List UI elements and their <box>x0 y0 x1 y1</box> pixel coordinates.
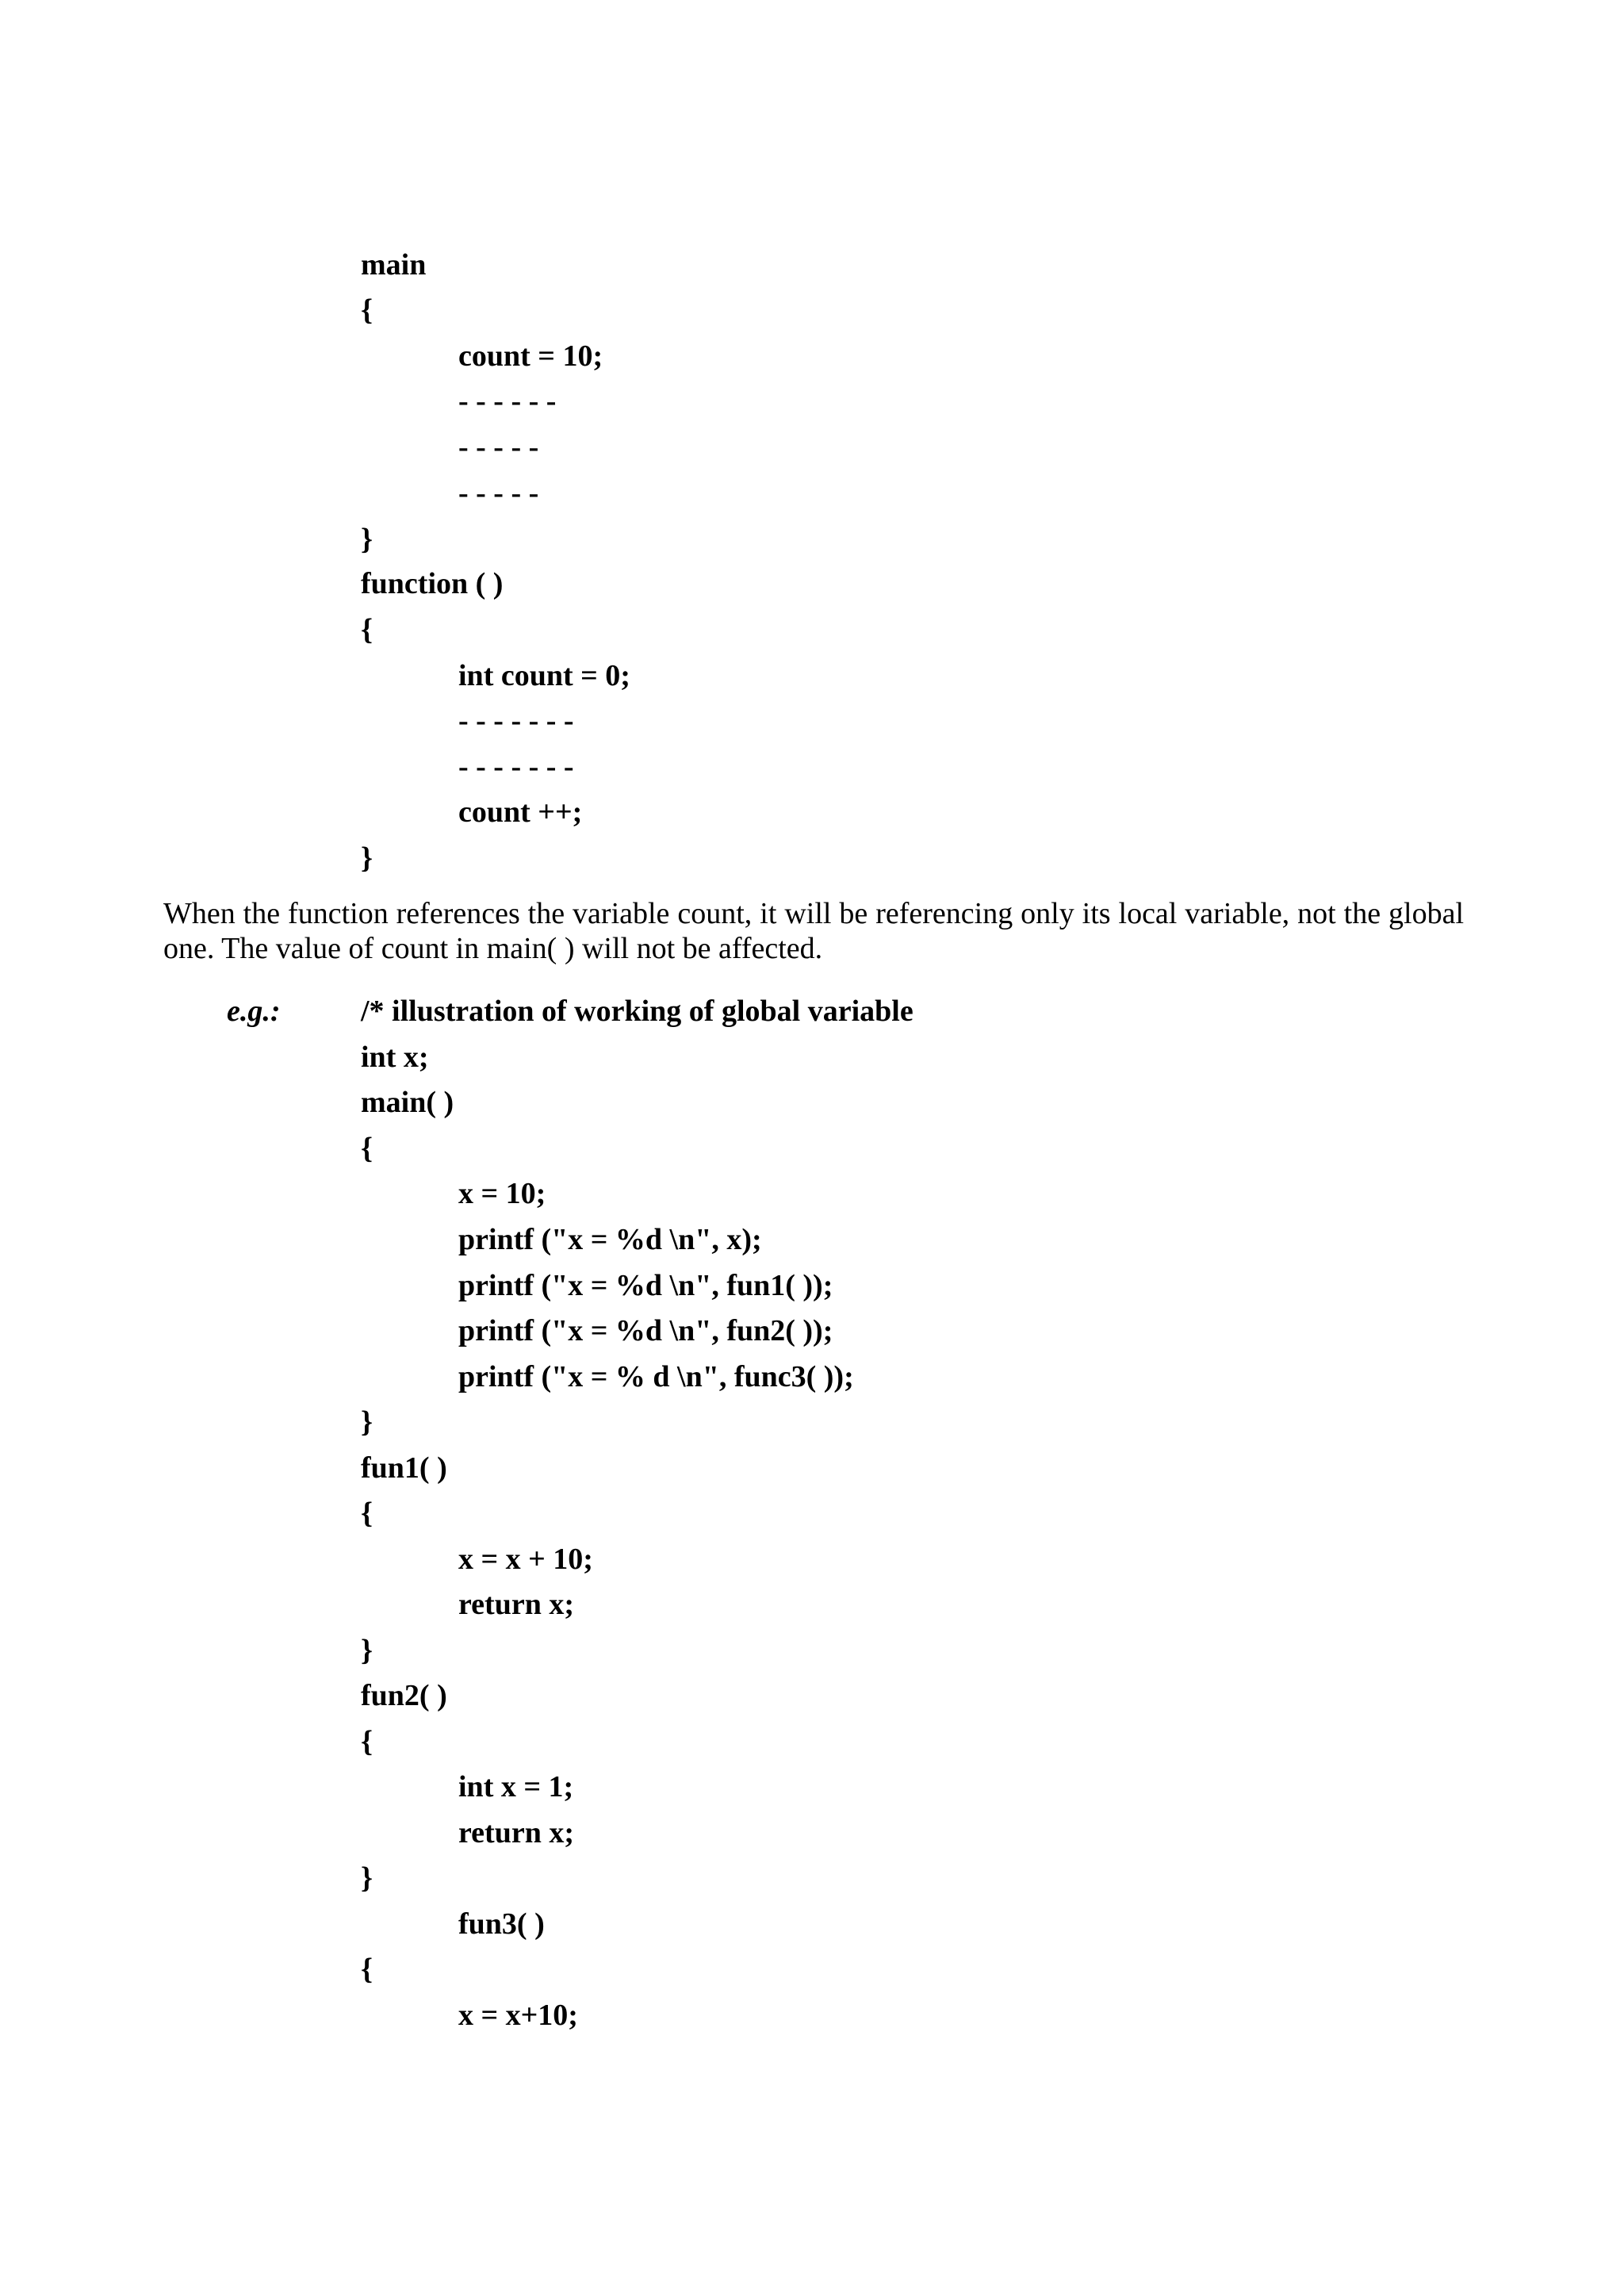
code-line: - - - - - - - <box>458 704 574 738</box>
code-line: - - - - - <box>458 431 539 464</box>
code-line: { <box>361 293 373 327</box>
code-line: printf ("x = %d \n", fun2( )); <box>458 1314 833 1347</box>
code-line: - - - - - - <box>458 385 557 418</box>
code-line: int x = 1; <box>458 1770 574 1803</box>
code-line: fun1( ) <box>361 1451 447 1485</box>
code-line: printf ("x = % d \n", func3( )); <box>458 1360 854 1393</box>
code-line: fun2( ) <box>361 1679 447 1712</box>
code-line: { <box>361 1953 373 1986</box>
code-line: } <box>361 1634 373 1667</box>
code-line: int count = 0; <box>458 659 630 692</box>
code-line: printf ("x = %d \n", fun1( )); <box>458 1269 833 1302</box>
code-line: } <box>361 1405 373 1439</box>
code-line: { <box>361 1725 373 1758</box>
code-line: main( ) <box>361 1086 454 1119</box>
code-line: fun3( ) <box>458 1907 545 1941</box>
code-line: int x; <box>361 1041 429 1074</box>
code-line: } <box>361 1861 373 1895</box>
code-line: return x; <box>458 1588 574 1621</box>
example-label: e.g.: <box>227 995 281 1028</box>
code-line: - - - - - - - <box>458 750 574 784</box>
code-line: x = x + 10; <box>458 1543 593 1576</box>
code-line: count = 10; <box>458 339 603 373</box>
code-line: - - - - - <box>458 477 539 510</box>
body-paragraph: When the function references the variable count, it will be referencing only its local variable, not the global one. The value of count in main( ) will not be affected. <box>163 897 1464 965</box>
code-comment: /* illustration of working of global variable <box>361 995 914 1028</box>
code-line: { <box>361 1497 373 1530</box>
code-line: count ++; <box>458 795 583 829</box>
code-line: x = 10; <box>458 1177 546 1210</box>
code-line: printf ("x = %d \n", x); <box>458 1223 762 1256</box>
code-line: function ( ) <box>361 567 504 600</box>
code-line: } <box>361 841 373 875</box>
code-line: main <box>361 248 427 282</box>
code-line: { <box>361 1132 373 1165</box>
code-line: x = x+10; <box>458 1999 578 2032</box>
code-line: { <box>361 613 373 646</box>
code-line: return x; <box>458 1816 574 1849</box>
code-line: } <box>361 523 373 556</box>
